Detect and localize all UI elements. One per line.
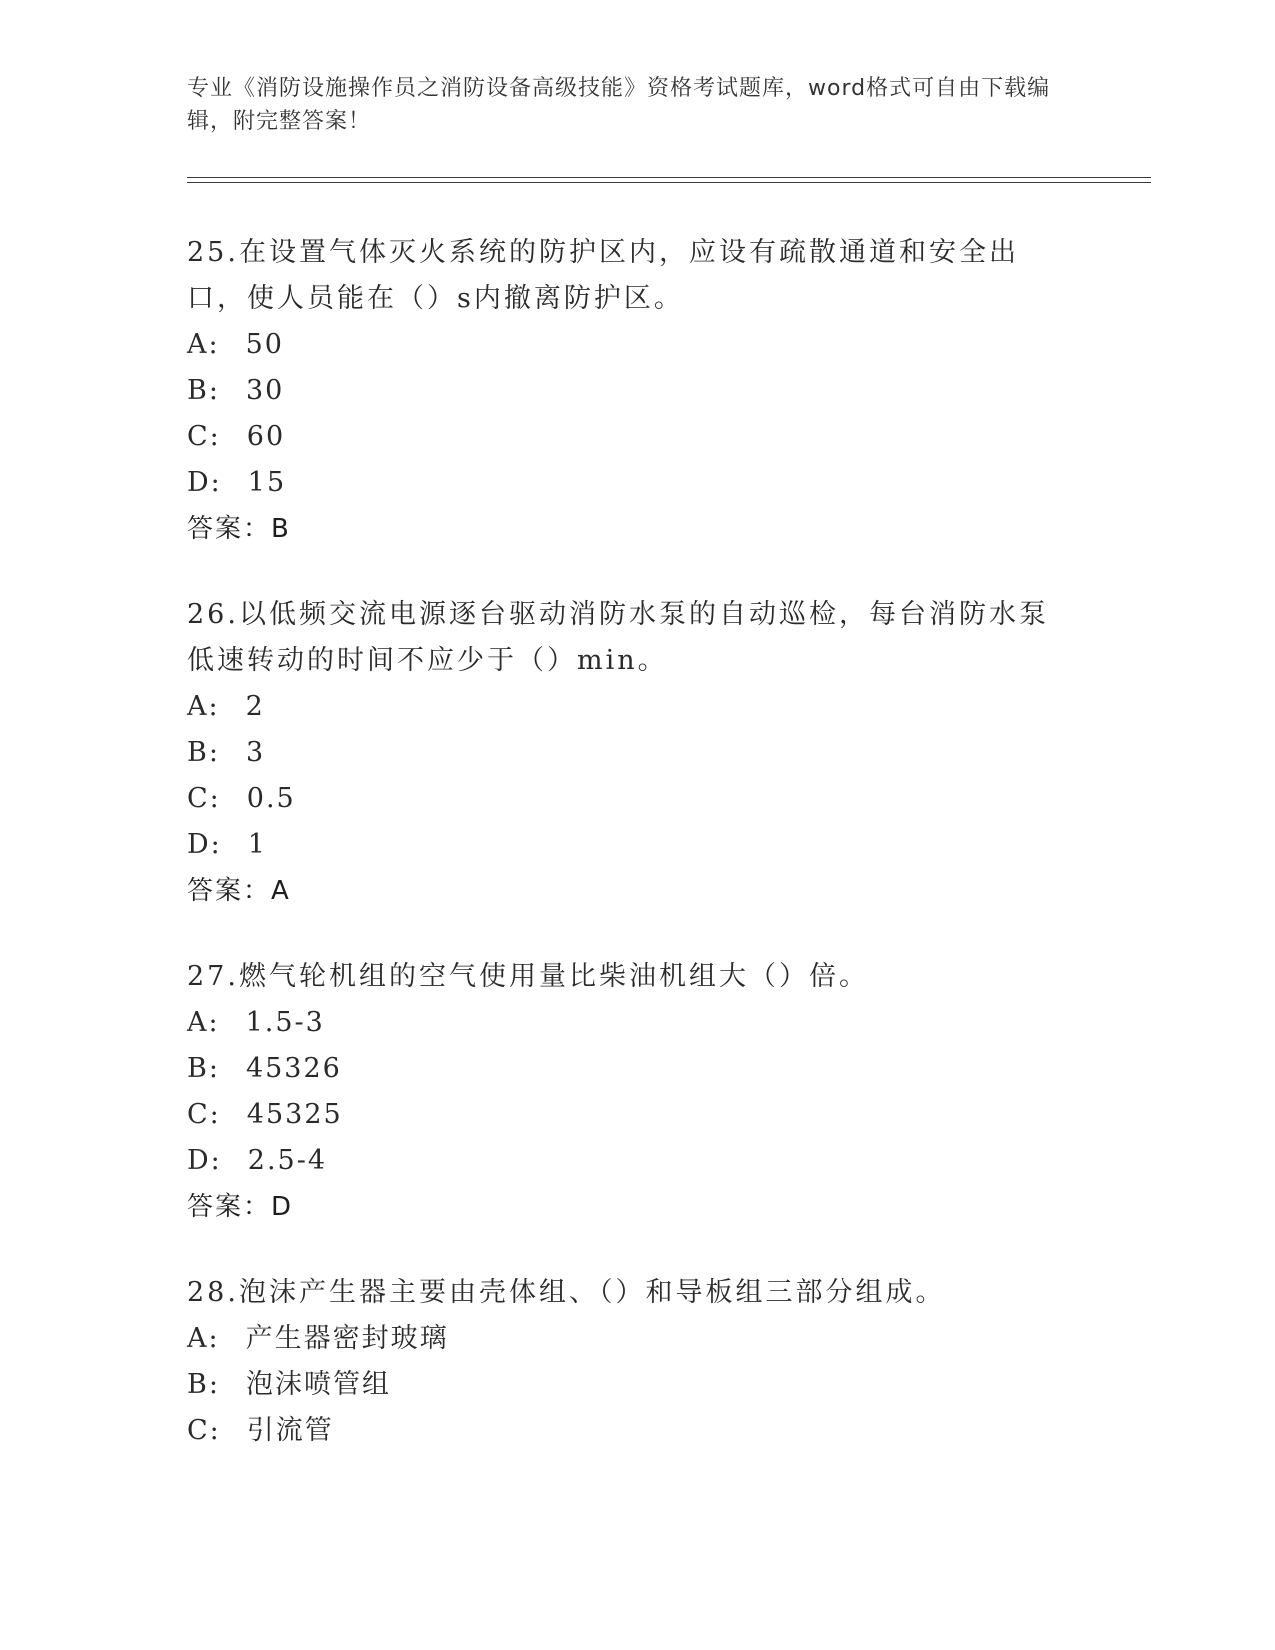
option-key: B	[187, 375, 209, 406]
answer-value: B	[271, 514, 291, 544]
option-key: B	[187, 1369, 209, 1400]
option-d: D: 2.5-4	[187, 1138, 1077, 1184]
answer-line	[187, 1184, 1077, 1230]
question-stem: 26.以低频交流电源逐台驱动消防水泵的自动巡检，每台消防水泵低速转动的时间不应少于（）min。	[187, 599, 1049, 676]
option-text: 引流管	[246, 1415, 334, 1446]
option-text: 3	[245, 737, 266, 768]
option-c: C: 60	[187, 414, 1077, 460]
option-key: C	[187, 1415, 210, 1446]
header-divider-bottom	[187, 182, 1151, 183]
question-28	[187, 1270, 1077, 1454]
option-text: 泡沫喷管组	[245, 1369, 391, 1400]
option-key: D	[187, 467, 211, 498]
header-divider-top	[187, 177, 1151, 178]
option-key: A	[187, 1007, 209, 1038]
option-text: 1	[247, 829, 267, 860]
option-key: C	[187, 421, 210, 452]
answer-label: 答案：	[187, 1192, 272, 1222]
option-text: 45326	[245, 1053, 342, 1084]
option-key: D	[187, 829, 211, 860]
answer-value: D	[271, 1192, 294, 1222]
option-key: B	[187, 1053, 209, 1084]
answer-line	[187, 868, 1077, 914]
option-a: A: 50	[187, 322, 1077, 368]
option-key: C	[187, 1099, 210, 1130]
option-text: 1.5-3	[245, 1007, 325, 1038]
option-b: B: 45326	[187, 1046, 1077, 1092]
question-26	[187, 592, 1077, 914]
option-a: A: 2	[187, 684, 1077, 730]
question-stem: 28.泡沫产生器主要由壳体组、（）和导板组三部分组成。	[187, 1277, 946, 1308]
question-stem: 25.在设置气体灭火系统的防护区内，应设有疏散通道和安全出口，使人员能在（）s内撤离防护区。	[187, 237, 1019, 314]
option-key: B	[187, 737, 209, 768]
option-a: A: 产生器密封玻璃	[187, 1316, 1077, 1362]
option-text: 15	[247, 467, 287, 498]
header-note: 专业《消防设施操作员之消防设备高级技能》资格考试题库，word格式可自由下载编辑，附完整答案！	[187, 76, 1051, 134]
option-text: 产生器密封玻璃	[245, 1323, 449, 1354]
question-27	[187, 954, 1077, 1230]
answer-line	[187, 506, 1077, 552]
option-text: 60	[246, 421, 286, 452]
option-key: A	[187, 691, 209, 722]
answer-label: 答案：	[187, 876, 272, 906]
option-key: D	[187, 1145, 211, 1176]
option-key: C	[187, 783, 210, 814]
option-b: B: 30	[187, 368, 1077, 414]
option-text: 2.5-4	[247, 1145, 328, 1176]
option-d: D: 15	[187, 460, 1077, 506]
answer-label: 答案：	[187, 514, 272, 544]
option-c: C: 45325	[187, 1092, 1077, 1138]
option-c: C: 引流管	[187, 1408, 1077, 1454]
answer-value: A	[271, 876, 291, 906]
option-c: C: 0.5	[187, 776, 1077, 822]
option-text: 30	[245, 375, 285, 406]
option-text: 50	[245, 329, 284, 360]
question-stem: 27.燃气轮机组的空气使用量比柴油机组大（）倍。	[187, 961, 869, 992]
option-b: B: 泡沫喷管组	[187, 1362, 1077, 1408]
option-text: 45325	[246, 1099, 343, 1130]
option-d: D: 1	[187, 822, 1077, 868]
option-key: A	[187, 329, 209, 360]
option-a: A: 1.5-3	[187, 1000, 1077, 1046]
option-key: A	[187, 1323, 209, 1354]
option-text: 0.5	[246, 783, 296, 814]
question-25	[187, 230, 1077, 552]
option-text: 2	[245, 691, 265, 722]
option-b: B: 3	[187, 730, 1077, 776]
